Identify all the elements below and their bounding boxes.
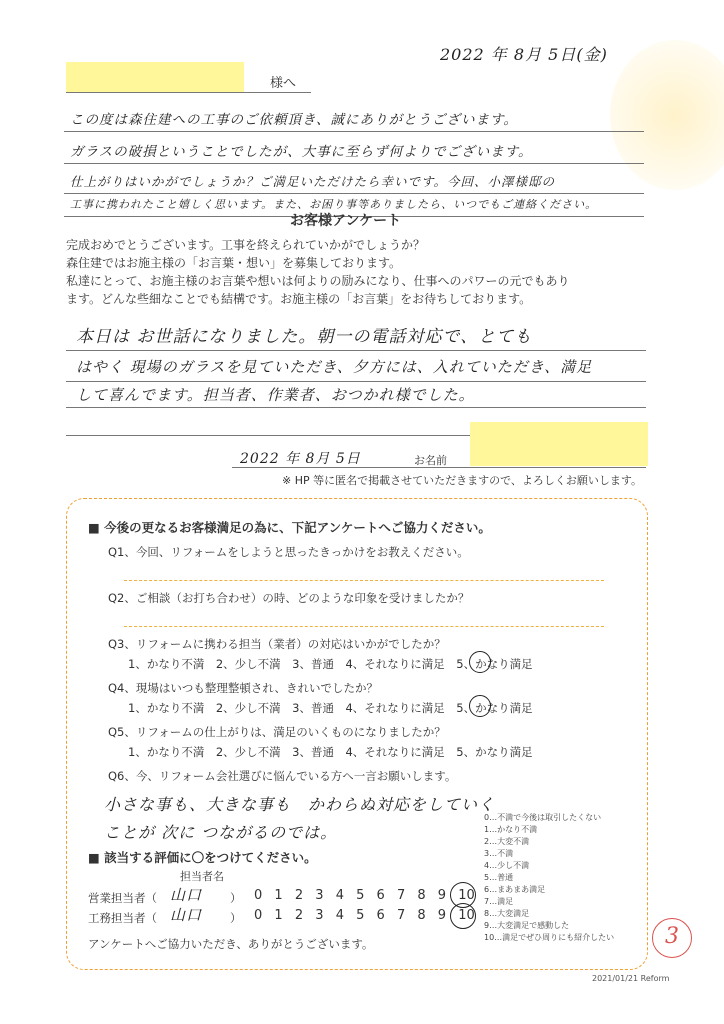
legend-item: 2…大変不満	[484, 837, 530, 846]
comment-rule	[66, 407, 646, 408]
q3-text: Q3、リフォームに携わる担当（業者）の対応はいかがでしたか？	[108, 637, 446, 651]
survey-intro-1: 完成おめでとうございます。工事を終えられていかがでしょうか？	[66, 238, 426, 252]
footer-version: 2021/01/21 Reform	[592, 974, 670, 983]
q5-scale: 1、かなり不満 2、少し不満 3、普通 4、それなりに満足 5、かなり満足	[128, 745, 533, 759]
q4-answer-circle[interactable]	[469, 695, 491, 717]
legend-item: 5…普通	[484, 873, 514, 882]
legend-item: 0…不満で今後は取引したくない	[484, 813, 602, 822]
addressee-line	[66, 92, 311, 93]
score-digit[interactable]: 7	[396, 908, 406, 923]
sales-score-row	[254, 888, 475, 903]
comment-line-3: して喜んでます。担当者、作業者、おつかれ様でした。	[76, 386, 475, 404]
q6-text: Q6、今、リフォーム会社選びに悩んでいる方へ一言お願いします。	[108, 769, 457, 783]
survey-intro-3: 私達にとって、お施主様のお言葉や想いは何よりの励みになり、仕事へのパワーの元でもあり	[66, 274, 570, 288]
q6-answer-1: 小さな事も、大きな事も かわらぬ対応をしていく	[104, 795, 496, 814]
letter-rule	[64, 131, 644, 132]
works-label: 工務担当者（	[88, 911, 157, 925]
legend-item: 10…満足でぜひ周りにも紹介したい	[484, 933, 615, 942]
score-digit[interactable]: 6	[376, 908, 385, 923]
letter-date: 2022 年 8月 5日(金)	[440, 45, 608, 64]
comment-line-1: 本日は お世話になりました。朝一の電話対応で、とても	[76, 327, 533, 347]
letter-line-2: ガラスの破損ということでしたが、大事に至らず何よりでございます。	[70, 144, 533, 160]
score-digit[interactable]: 9	[437, 888, 447, 903]
thanks-text: アンケートへご協力いただき、ありがとうございます。	[88, 937, 374, 951]
works-score-circle[interactable]	[450, 903, 476, 929]
score-digit[interactable]: 9	[437, 908, 447, 923]
staff-name-label: 担当者名	[180, 870, 224, 883]
survey-title: お客様アンケート	[290, 213, 402, 229]
sign-date: 2022 年 8月 5日	[240, 451, 361, 467]
background-glow	[610, 40, 724, 190]
score-digit[interactable]: 4	[335, 908, 344, 923]
legend-item: 4…少し不満	[484, 861, 530, 870]
score-digit[interactable]: 10	[458, 888, 475, 903]
score-digit[interactable]: 6	[376, 888, 385, 903]
sales-label: 営業担当者（	[88, 891, 157, 905]
letter-line-4: 工事に携われたこと嬉しく思います。また、お困り事等ありましたら、いつでもご連絡ください。	[70, 198, 598, 211]
addressee-suffix: 様へ	[270, 76, 297, 91]
score-digit[interactable]: 2	[294, 888, 304, 903]
name-redaction	[470, 422, 648, 466]
works-staff-name: 山口	[170, 906, 203, 924]
addressee-redaction	[66, 62, 244, 92]
score-digit[interactable]: 5	[356, 908, 365, 923]
q5-text: Q5、リフォームの仕上がりは、満足のいくものになりましたか？	[108, 725, 446, 739]
letter-line-1: この度は森住建への工事のご依頼頂き、誠にありがとうございます。	[70, 112, 518, 128]
comment-rule	[66, 381, 646, 382]
comment-rule	[66, 350, 646, 351]
survey-intro-4: ます。どんな些細なことでも結構です。お施主様の「お言葉」をお待ちしております。	[66, 292, 532, 306]
q4-scale: 1、かなり不満 2、少し不満 3、普通 4、それなりに満足 5、かなり満足	[128, 701, 533, 715]
legend-item: 7…満足	[484, 897, 514, 906]
stamp-mark: 3	[652, 918, 692, 958]
survey-intro-2: 森住建ではお施主様の「お言葉・想い」を募集しております。	[66, 256, 402, 270]
questionnaire-heading: ■ 今後の更なるお客様満足の為に、下記アンケートへご協力ください。	[88, 520, 491, 535]
score-digit[interactable]: 8	[417, 888, 426, 903]
q2-answer-line	[124, 626, 604, 627]
q3-scale: 1、かなり不満 2、少し不満 3、普通 4、それなりに満足 5、かなり満足	[128, 657, 533, 671]
q1-answer-line	[124, 580, 604, 581]
score-digit[interactable]: 10	[458, 908, 475, 923]
score-digit[interactable]: 4	[335, 888, 344, 903]
score-digit[interactable]: 0	[254, 908, 263, 923]
score-digit[interactable]: 1	[274, 908, 283, 923]
score-digit[interactable]: 7	[396, 888, 406, 903]
works-score-row	[254, 908, 475, 923]
q3-answer-circle[interactable]	[469, 651, 491, 673]
sales-close-paren: ）	[230, 891, 242, 905]
letter-rule	[64, 193, 644, 194]
score-digit[interactable]: 5	[356, 888, 365, 903]
score-digit[interactable]: 2	[294, 908, 304, 923]
score-digit[interactable]: 3	[315, 908, 324, 923]
legend-item: 6…まあまあ満足	[484, 885, 546, 894]
letter-line-3: 仕上がりはいかがでしょうか？ご満足いただけたら幸いです。今回、小澤様邸の	[70, 174, 556, 189]
rating-heading: ■ 該当する評価に〇をつけてください。	[88, 850, 317, 865]
letter-rule	[64, 163, 644, 164]
sales-staff-name: 山口	[170, 886, 203, 904]
q6-answer-2: ことが 次に つながるのでは。	[104, 823, 338, 842]
hp-note: ※ HP 等に匿名で掲載させていただきますので、よろしくお願いします。	[282, 474, 643, 487]
q4-text: Q4、現場はいつも整理整頓され、きれいでしたか？	[108, 681, 379, 695]
name-label: お名前	[414, 454, 447, 467]
score-digit[interactable]: 0	[254, 888, 263, 903]
legend-item: 9…大変満足で感動した	[484, 921, 570, 930]
score-legend	[484, 812, 614, 944]
q2-text: Q2、ご相談（お打ち合わせ）の時、どのような印象を受けましたか？	[108, 591, 470, 605]
sign-rule	[232, 467, 646, 468]
legend-item: 1…かなり不満	[484, 825, 538, 834]
score-digit[interactable]: 8	[417, 908, 426, 923]
works-close-paren: ）	[230, 911, 242, 925]
score-digit[interactable]: 3	[315, 888, 324, 903]
comment-line-2: はやく 現場のガラスを見ていただき、夕方には、入れていただき、満足	[76, 358, 593, 376]
q1-text: Q1、今回、リフォームをしようと思ったきっかけをお教えください。	[108, 545, 469, 559]
legend-item: 3…不満	[484, 849, 514, 858]
score-digit[interactable]: 1	[274, 888, 283, 903]
legend-item: 8…大変満足	[484, 909, 530, 918]
